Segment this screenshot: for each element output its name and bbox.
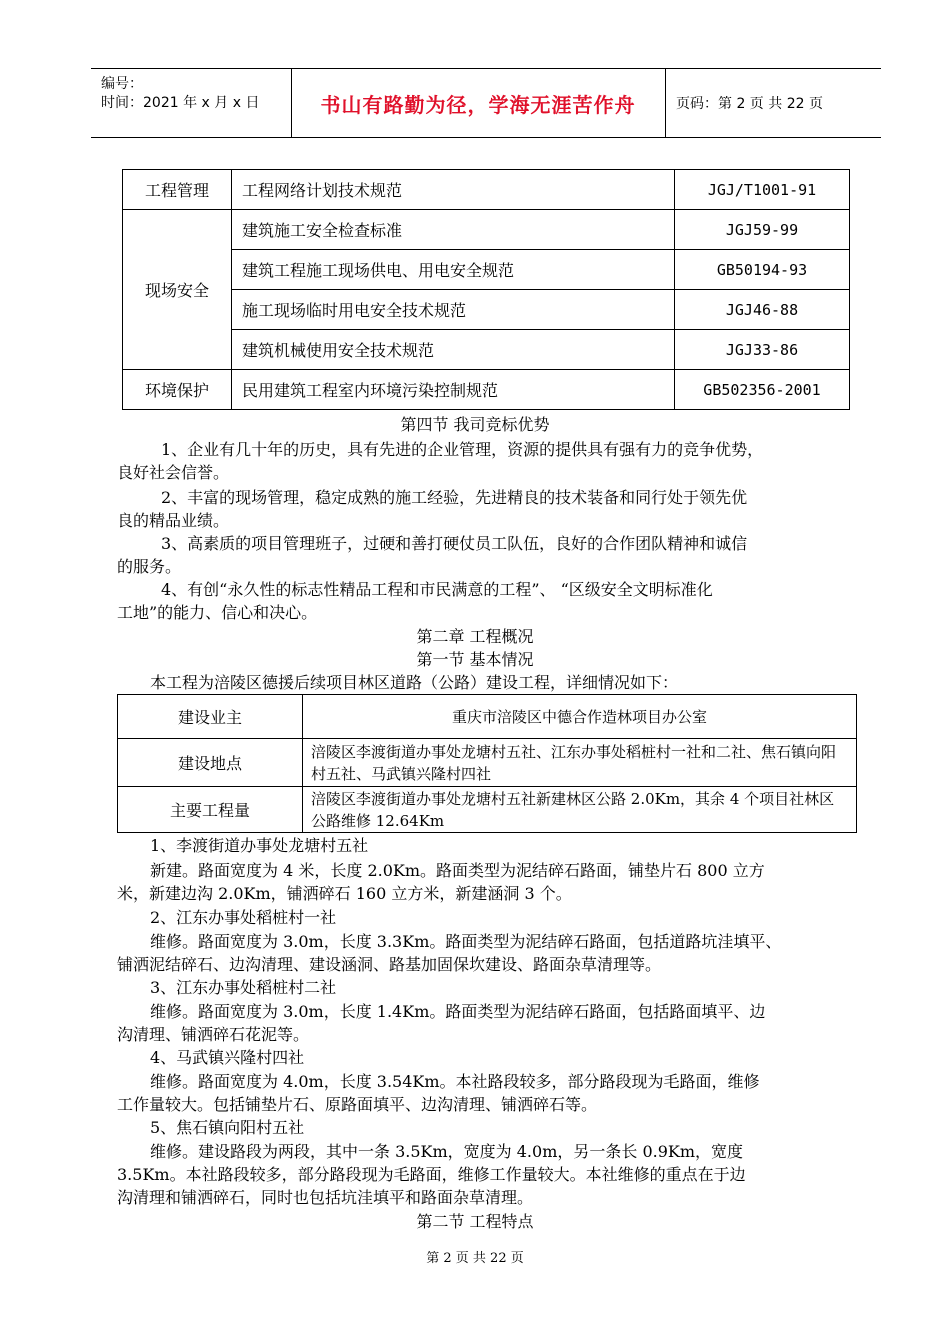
standard-name: 建筑施工安全检查标准 [232, 210, 675, 250]
standard-name: 建筑工程施工现场供电、用电安全规范 [232, 250, 675, 290]
table-row [123, 330, 850, 370]
table-row [123, 370, 850, 410]
info-key: 建设地点 [118, 739, 303, 787]
standard-code: GB50194-93 [675, 250, 850, 290]
project-title: 2、江东办事处稻桩村一社 [150, 908, 337, 927]
motto: 书山有路勤为径，学海无涯苦作舟 [320, 92, 636, 117]
table-row [118, 695, 857, 739]
intro-paragraph: 本工程为涪陵区德援后续项目林区道路（公路）建设工程，详细情况如下： [150, 673, 679, 692]
chapter-heading: 第二章 工程概况 [416, 627, 534, 646]
paragraph-line: 的服务。 [117, 557, 182, 576]
paragraph-line: 米，新建边沟 2.0Km，铺洒碎石 160 立方米，新建涵洞 3 个。 [117, 884, 572, 903]
standard-code: JGJ59-99 [675, 210, 850, 250]
info-key: 建设业主 [118, 695, 303, 739]
paragraph-line: 工地”的能力、信心和决心。 [117, 603, 318, 622]
standard-code: JGJ46-88 [675, 290, 850, 330]
paragraph-line: 3.5Km。本社路段较多，部分路段现为毛路面，维修工作量较大。本社维修的重点在于边 [117, 1165, 746, 1184]
table-row [123, 290, 850, 330]
standard-name: 工程网络计划技术规范 [232, 170, 675, 210]
category-cell: 环境保护 [123, 370, 232, 410]
paragraph-line: 维修。路面宽度为 3.0m，长度 3.3Km。路面类型为泥结碎石路面，包括道路坑洼填平、 [150, 932, 782, 951]
header-meta [91, 69, 292, 137]
header-motto-cell [291, 69, 666, 137]
paragraph-line: 2、丰富的现场管理，稳定成熟的施工经验，先进精良的技术装备和同行处于领先优 [161, 488, 748, 507]
paragraph-line: 维修。路面宽度为 4.0m，长度 3.54Km。本社路段较多，部分路段现为毛路面，维修 [150, 1072, 760, 1091]
table-row [123, 170, 850, 210]
section1-heading: 第一节 基本情况 [416, 650, 534, 669]
table-row [118, 787, 857, 833]
paragraph-line: 1、企业有几十年的历史，具有先进的企业管理，资源的提供具有强有力的竞争优势， [161, 440, 764, 459]
paragraph-line: 良好社会信誉。 [117, 463, 230, 482]
page-header [91, 68, 881, 138]
paragraph-line: 沟清理和铺洒碎石，同时也包括坑洼填平和路面杂草清理。 [117, 1188, 534, 1207]
header-page-cell [666, 69, 881, 137]
table-row [123, 250, 850, 290]
standard-name: 民用建筑工程室内环境污染控制规范 [232, 370, 675, 410]
section4-heading: 第四节 我司竞标优势 [400, 415, 550, 434]
paragraph-line: 维修。建设路段为两段，其中一条 3.5Km，宽度为 4.0m，另一条长 0.9Km，宽度 [150, 1142, 744, 1161]
paragraph-line: 3、高素质的项目管理班子，过硬和善打硬仗员工队伍，良好的合作团队精神和诚信 [161, 534, 748, 553]
page-code: 页码：第 2 页 共 22 页 [676, 96, 823, 112]
time-label: 时间：2021 年 x 月 x 日 [101, 95, 260, 111]
paragraph-line: 4、有创“永久性的标志性精品工程和市民满意的工程”、 “区级安全文明标准化 [161, 580, 713, 599]
paragraph-line: 铺洒泥结碎石、边沟清理、建设涵洞、路基加固保坎建设、路面杂草清理等。 [117, 955, 662, 974]
paragraph-line: 维修。路面宽度为 3.0m，长度 1.4Km。路面类型为泥结碎石路面，包括路面填平、边 [150, 1002, 766, 1021]
table-row [123, 210, 850, 250]
category-cell: 工程管理 [123, 170, 232, 210]
project-info-table [117, 694, 857, 833]
standard-code: JGJ/T1001-91 [675, 170, 850, 210]
standard-code: JGJ33-86 [675, 330, 850, 370]
info-key: 主要工程量 [118, 787, 303, 833]
paragraph-line: 工作量较大。包括铺垫片石、原路面填平、边沟清理、铺洒碎石等。 [117, 1095, 598, 1114]
page-footer: 第 2 页 共 22 页 [426, 1251, 524, 1266]
paragraph-line: 沟清理、铺洒碎石花泥等。 [117, 1025, 310, 1044]
project-title: 5、焦石镇向阳村五社 [150, 1118, 305, 1137]
standards-table [122, 169, 850, 410]
standard-code: GB502356-2001 [675, 370, 850, 410]
project-title: 4、马武镇兴隆村四社 [150, 1048, 305, 1067]
category-cell: 现场安全 [123, 210, 232, 370]
table-row [118, 739, 857, 787]
section2-heading: 第二节 工程特点 [416, 1212, 534, 1231]
paragraph-line: 新建。路面宽度为 4 米，长度 2.0Km。路面类型为泥结碎石路面，铺垫片石 800 立方 [150, 861, 765, 880]
standard-name: 建筑机械使用安全技术规范 [232, 330, 675, 370]
info-value: 涪陵区李渡街道办事处龙塘村五社、江东办事处稻桩村一社和二社、焦石镇向阳村五社、马武镇兴隆村四社 [303, 739, 857, 787]
paragraph-line: 良的精品业绩。 [117, 511, 230, 530]
number-label: 编号： [101, 76, 143, 92]
standard-name: 施工现场临时用电安全技术规范 [232, 290, 675, 330]
project-title: 1、李渡街道办事处龙塘村五社 [150, 836, 369, 855]
info-value: 涪陵区李渡街道办事处龙塘村五社新建林区公路 2.0Km，其余 4 个项目社林区公路维修 12.64Km [303, 787, 857, 833]
project-title: 3、江东办事处稻桩村二社 [150, 978, 337, 997]
info-value: 重庆市涪陵区中德合作造林项目办公室 [303, 695, 857, 739]
